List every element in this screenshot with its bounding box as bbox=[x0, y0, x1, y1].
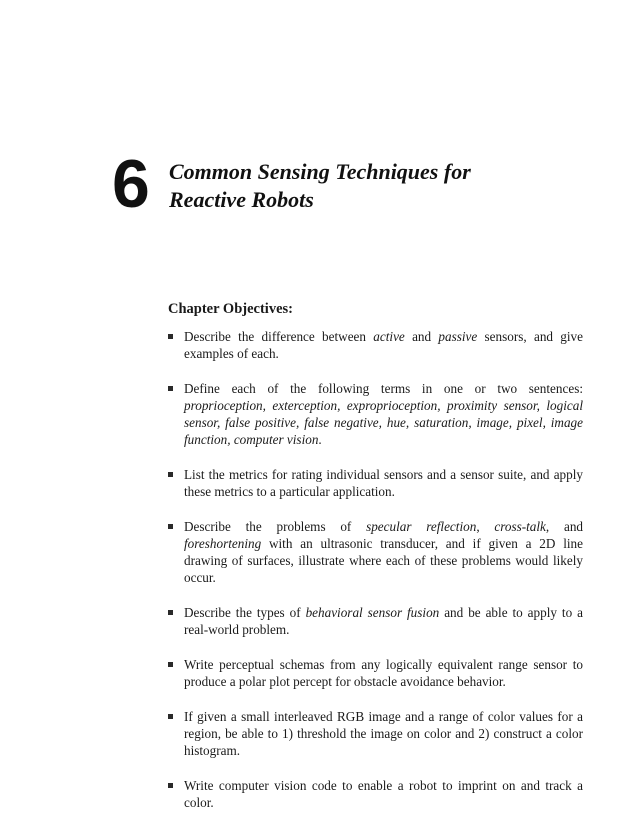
objective-text: and be able to apply to a real-world problem. bbox=[184, 605, 583, 637]
objective-term: active bbox=[373, 329, 405, 344]
objective-item bbox=[165, 518, 583, 586]
objective-text: Describe the problems of bbox=[184, 519, 367, 534]
objective-item bbox=[165, 777, 583, 811]
objective-text: Write computer vision code to enable a robot to imprint on and track a color. bbox=[184, 778, 583, 810]
objective-term: passive bbox=[438, 329, 478, 344]
objective-term: behavioral sensor fusion bbox=[305, 605, 440, 620]
objective-text: Define each of the following terms in one or two sentences: bbox=[184, 381, 583, 396]
bullet-square-icon bbox=[168, 714, 173, 719]
objective-text: with an ultrasonic transducer, and if given a 2D line drawing of surfaces, illustrate where each of these problems would likely occur. bbox=[184, 536, 583, 585]
bullet-square-icon bbox=[168, 783, 173, 788]
bullet-square-icon bbox=[168, 610, 173, 615]
objectives-list bbox=[165, 328, 583, 829]
objective-term: proprioception, exterception, exproprioception, proximity sensor, logical sensor, false positive, false negative, hue, saturation, image, pixel, image function, computer vision bbox=[184, 398, 583, 447]
chapter-title-line-2: Reactive Robots bbox=[169, 187, 314, 212]
objective-term: cross-talk bbox=[494, 519, 546, 534]
bullet-square-icon bbox=[168, 334, 173, 339]
objectives-heading: Chapter Objectives: bbox=[168, 301, 293, 317]
chapter-title-line-1: Common Sensing Techniques for bbox=[169, 159, 471, 184]
objective-text: If given a small interleaved RGB image and a range of color values for a region, be able to 1) threshold the image on color and 2) construct a color histogram. bbox=[184, 709, 583, 758]
objective-term: specular reflection bbox=[366, 519, 477, 534]
chapter-number: 6 bbox=[112, 146, 150, 222]
objective-item bbox=[165, 328, 583, 362]
objective-term: foreshortening bbox=[184, 536, 262, 551]
objective-item bbox=[165, 466, 583, 500]
objective-text: Write perceptual schemas from any logically equivalent range sensor to produce a polar plot percept for obstacle avoidance behavior. bbox=[184, 657, 583, 689]
objective-text: Describe the types of bbox=[184, 605, 306, 620]
bullet-square-icon bbox=[168, 524, 173, 529]
bullet-square-icon bbox=[168, 662, 173, 667]
objective-text: . bbox=[318, 432, 322, 447]
objective-item bbox=[165, 708, 583, 759]
bullet-square-icon bbox=[168, 386, 173, 391]
objective-item bbox=[165, 604, 583, 638]
objective-text: Describe the difference between bbox=[184, 329, 374, 344]
objective-item bbox=[165, 380, 583, 448]
objective-text: List the metrics for rating individual sensors and a sensor suite, and apply these metrics to a particular application. bbox=[184, 467, 583, 499]
chapter-title bbox=[169, 158, 589, 214]
objective-text: sensors, and give examples of each. bbox=[184, 329, 584, 361]
objective-text: , bbox=[476, 519, 495, 534]
objective-item bbox=[165, 656, 583, 690]
objective-text: and bbox=[404, 329, 439, 344]
bullet-square-icon bbox=[168, 472, 173, 477]
objective-text: , and bbox=[545, 519, 584, 534]
